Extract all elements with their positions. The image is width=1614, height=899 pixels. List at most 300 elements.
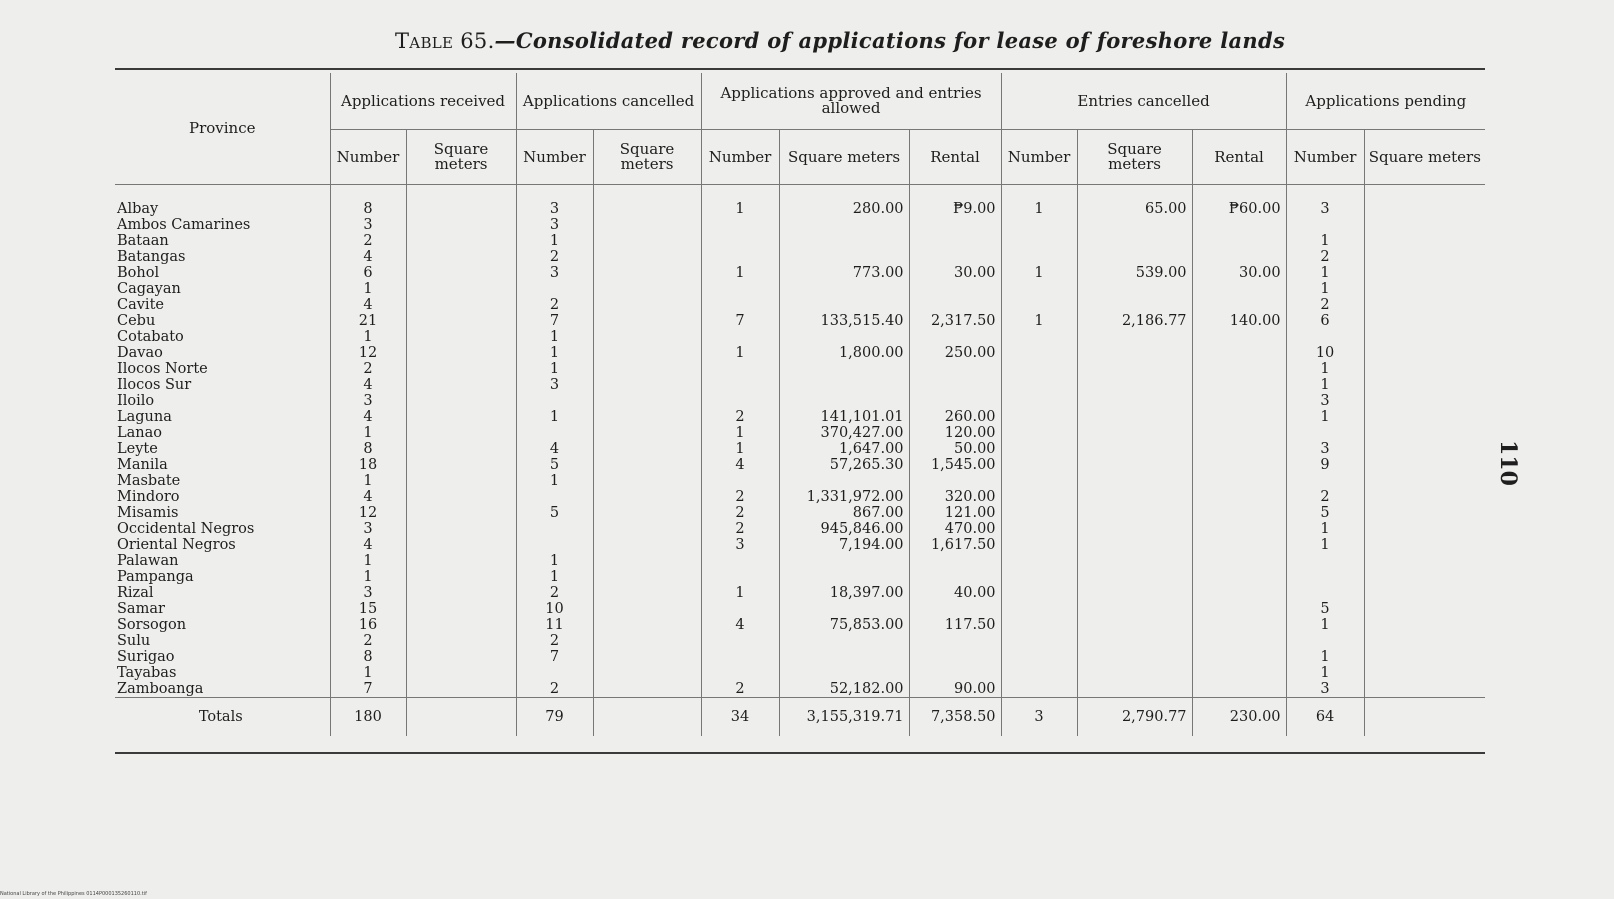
province-name: Misamis <box>117 505 179 521</box>
cell-approved-sqm <box>779 281 909 297</box>
cell-received-sqm <box>406 281 516 297</box>
cell-approved-rental <box>909 361 1001 377</box>
cell-pending-sqm <box>1364 233 1485 249</box>
cell-cancelled-sqm <box>593 297 701 313</box>
cell-approved-number <box>701 633 779 649</box>
cell-entries-cancelled-rental <box>1192 217 1286 233</box>
cell-received-sqm <box>406 361 516 377</box>
cell-approved-sqm: 773.00 <box>779 265 909 281</box>
cell-approved-sqm <box>779 329 909 345</box>
cell-entries-cancelled-rental <box>1192 345 1286 361</box>
cell-received-number: 1 <box>330 665 406 681</box>
cell-cancelled-sqm <box>593 281 701 297</box>
page-number: 110 <box>1495 440 1521 486</box>
cell-received-number: 1 <box>330 281 406 297</box>
cell-received-number: 8 <box>330 185 406 218</box>
cell-cancelled-sqm <box>593 313 701 329</box>
cell-cancelled-sqm <box>593 425 701 441</box>
cell-cancelled-sqm <box>593 553 701 569</box>
cell-approved-number <box>701 569 779 585</box>
cell-received-number: 1 <box>330 569 406 585</box>
cell-entries-cancelled-sqm <box>1077 409 1192 425</box>
cell-entries-cancelled-number <box>1001 601 1077 617</box>
cell-received-number: 2 <box>330 361 406 377</box>
column-header: Number <box>1001 130 1077 185</box>
cell-approved-sqm: 7,194.00 <box>779 537 909 553</box>
province-name: Laguna <box>117 409 172 425</box>
cell-entries-cancelled-sqm <box>1077 537 1192 553</box>
cell-pending-sqm <box>1364 425 1485 441</box>
cell-approved-sqm: 1,800.00 <box>779 345 909 361</box>
province-name: Oriental Negros <box>117 537 236 553</box>
cell-entries-cancelled-sqm <box>1077 553 1192 569</box>
column-header: Square meters <box>1077 130 1192 185</box>
cell-cancelled-number <box>516 425 593 441</box>
table-row <box>115 457 1485 473</box>
province-name: Masbate <box>117 473 181 489</box>
cell-received-number: 12 <box>330 505 406 521</box>
cell-approved-rental <box>909 601 1001 617</box>
cell-entries-cancelled-rental <box>1192 489 1286 505</box>
cell-cancelled-number: 1 <box>516 553 593 569</box>
table-row <box>115 233 1485 249</box>
cell-cancelled-number: 3 <box>516 185 593 218</box>
cell-entries-cancelled-number <box>1001 537 1077 553</box>
cell-cancelled-number: 1 <box>516 409 593 425</box>
cell-approved-number <box>701 377 779 393</box>
cell-approved-sqm <box>779 665 909 681</box>
cell-cancelled-number <box>516 665 593 681</box>
cell-approved-number <box>701 329 779 345</box>
cell-pending-sqm <box>1364 521 1485 537</box>
totals-label: Totals <box>115 698 330 737</box>
cell-approved-number: 1 <box>701 185 779 218</box>
cell-received-sqm <box>406 409 516 425</box>
cell-entries-cancelled-number <box>1001 505 1077 521</box>
cell-cancelled-sqm <box>593 665 701 681</box>
cell-entries-cancelled-rental <box>1192 505 1286 521</box>
province-name: Bataan <box>117 233 169 249</box>
cell-entries-cancelled-number <box>1001 281 1077 297</box>
cell-pending-sqm <box>1364 698 1485 737</box>
cell-approved-number <box>701 665 779 681</box>
cell-approved-rental <box>909 297 1001 313</box>
cell-received-number: 4 <box>330 489 406 505</box>
table-row <box>115 249 1485 265</box>
province-name: Rizal <box>117 585 154 601</box>
cell-received-sqm <box>406 441 516 457</box>
table-row <box>115 585 1485 601</box>
cell-entries-cancelled-rental <box>1192 361 1286 377</box>
cell-entries-cancelled-number: 3 <box>1001 698 1077 737</box>
cell-entries-cancelled-sqm <box>1077 425 1192 441</box>
province-name: Zamboanga <box>117 681 204 697</box>
column-header: Number <box>516 130 593 185</box>
cell-entries-cancelled-rental <box>1192 521 1286 537</box>
cell-entries-cancelled-number <box>1001 665 1077 681</box>
cell-pending-sqm <box>1364 585 1485 601</box>
table-label: Table 65. <box>395 29 495 53</box>
cell-entries-cancelled-rental <box>1192 393 1286 409</box>
cell-received-sqm <box>406 649 516 665</box>
cell-entries-cancelled-rental: ₱60.00 <box>1192 185 1286 218</box>
cell-pending-number: 1 <box>1286 361 1364 377</box>
cell-approved-rental <box>909 233 1001 249</box>
cell-received-number: 3 <box>330 393 406 409</box>
cell-entries-cancelled-rental <box>1192 409 1286 425</box>
cell-approved-sqm: 52,182.00 <box>779 681 909 698</box>
table-row <box>115 569 1485 585</box>
cell-pending-number: 3 <box>1286 185 1364 218</box>
province-header: Province <box>115 73 330 185</box>
cell-cancelled-number: 1 <box>516 233 593 249</box>
cell-pending-sqm <box>1364 569 1485 585</box>
cell-entries-cancelled-sqm <box>1077 393 1192 409</box>
province-name: Davao <box>117 345 163 361</box>
column-header: Number <box>330 130 406 185</box>
province-name: Cotabato <box>117 329 184 345</box>
cell-entries-cancelled-number: 1 <box>1001 265 1077 281</box>
table-row <box>115 313 1485 329</box>
cell-approved-rental: ₱9.00 <box>909 185 1001 218</box>
cell-cancelled-number <box>516 537 593 553</box>
province-name: Sorsogon <box>117 617 187 633</box>
table-row <box>115 409 1485 425</box>
cell-pending-number: 9 <box>1286 457 1364 473</box>
cell-approved-number <box>701 281 779 297</box>
cell-entries-cancelled-rental: 140.00 <box>1192 313 1286 329</box>
cell-pending-number: 3 <box>1286 441 1364 457</box>
province-name: Manila <box>117 457 168 473</box>
cell-cancelled-sqm <box>593 537 701 553</box>
table-row <box>115 361 1485 377</box>
province-name: Palawan <box>117 553 179 569</box>
cell-pending-number: 3 <box>1286 681 1364 698</box>
cell-pending-number: 2 <box>1286 489 1364 505</box>
applications-pending-header: Applications pending <box>1286 73 1485 130</box>
cell-received-sqm <box>406 633 516 649</box>
cell-cancelled-number: 2 <box>516 585 593 601</box>
cell-cancelled-sqm <box>593 681 701 698</box>
cell-pending-number <box>1286 425 1364 441</box>
cell-entries-cancelled-number <box>1001 441 1077 457</box>
cell-approved-number: 7 <box>701 313 779 329</box>
cell-approved-rental <box>909 329 1001 345</box>
cell-received-number: 8 <box>330 441 406 457</box>
cell-cancelled-number: 10 <box>516 601 593 617</box>
cell-entries-cancelled-rental <box>1192 537 1286 553</box>
cell-cancelled-sqm <box>593 457 701 473</box>
cell-approved-rental <box>909 377 1001 393</box>
cell-pending-sqm <box>1364 345 1485 361</box>
cell-entries-cancelled-number <box>1001 489 1077 505</box>
province-name: Iloilo <box>117 393 155 409</box>
province-name: Mindoro <box>117 489 180 505</box>
cell-cancelled-number: 4 <box>516 441 593 457</box>
cell-entries-cancelled-rental: 30.00 <box>1192 265 1286 281</box>
cell-pending-sqm <box>1364 505 1485 521</box>
cell-entries-cancelled-number: 1 <box>1001 185 1077 218</box>
province-name: Albay <box>117 201 159 217</box>
cell-entries-cancelled-sqm <box>1077 233 1192 249</box>
cell-pending-sqm <box>1364 185 1485 218</box>
cell-cancelled-sqm <box>593 409 701 425</box>
cell-entries-cancelled-sqm <box>1077 585 1192 601</box>
cell-approved-sqm <box>779 217 909 233</box>
province-name: Cavite <box>117 297 164 313</box>
cell-received-number: 6 <box>330 265 406 281</box>
cell-cancelled-number: 11 <box>516 617 593 633</box>
table-row <box>115 345 1485 361</box>
table-row <box>115 281 1485 297</box>
cell-approved-sqm: 3,155,319.71 <box>779 698 909 737</box>
cell-cancelled-number: 1 <box>516 473 593 489</box>
cell-pending-sqm <box>1364 377 1485 393</box>
cell-approved-rental: 50.00 <box>909 441 1001 457</box>
cell-approved-rental: 120.00 <box>909 425 1001 441</box>
table-row <box>115 633 1485 649</box>
cell-approved-number <box>701 217 779 233</box>
cell-approved-sqm <box>779 569 909 585</box>
cell-received-sqm <box>406 393 516 409</box>
cell-approved-sqm: 1,331,972.00 <box>779 489 909 505</box>
cell-entries-cancelled-rental <box>1192 617 1286 633</box>
cell-cancelled-sqm <box>593 633 701 649</box>
province-name: Bohol <box>117 265 160 281</box>
cell-approved-number: 2 <box>701 489 779 505</box>
cell-approved-rental: 260.00 <box>909 409 1001 425</box>
province-name: Cebu <box>117 313 156 329</box>
cell-pending-sqm <box>1364 281 1485 297</box>
cell-received-sqm <box>406 473 516 489</box>
cell-cancelled-sqm <box>593 265 701 281</box>
cell-entries-cancelled-sqm: 65.00 <box>1077 185 1192 218</box>
cell-approved-rental: 117.50 <box>909 617 1001 633</box>
cell-received-sqm <box>406 585 516 601</box>
cell-approved-number <box>701 249 779 265</box>
cell-approved-number <box>701 393 779 409</box>
cell-approved-number: 1 <box>701 425 779 441</box>
cell-pending-sqm <box>1364 649 1485 665</box>
table-row <box>115 473 1485 489</box>
cell-cancelled-number: 2 <box>516 249 593 265</box>
cell-cancelled-number: 2 <box>516 297 593 313</box>
cell-received-number: 1 <box>330 473 406 489</box>
cell-approved-sqm <box>779 649 909 665</box>
cell-entries-cancelled-sqm <box>1077 249 1192 265</box>
cell-entries-cancelled-sqm <box>1077 617 1192 633</box>
cell-entries-cancelled-number <box>1001 233 1077 249</box>
cell-pending-number <box>1286 473 1364 489</box>
cell-cancelled-number: 1 <box>516 345 593 361</box>
cell-pending-number: 5 <box>1286 505 1364 521</box>
cell-received-sqm <box>406 217 516 233</box>
cell-cancelled-sqm <box>593 617 701 633</box>
cell-received-sqm <box>406 457 516 473</box>
top-rule <box>115 68 1485 70</box>
cell-received-sqm <box>406 329 516 345</box>
cell-cancelled-sqm <box>593 185 701 218</box>
cell-approved-number: 34 <box>701 698 779 737</box>
cell-pending-number: 1 <box>1286 265 1364 281</box>
cell-cancelled-number: 7 <box>516 313 593 329</box>
cell-pending-sqm <box>1364 553 1485 569</box>
cell-approved-number <box>701 553 779 569</box>
cell-entries-cancelled-rental <box>1192 441 1286 457</box>
cell-pending-sqm <box>1364 537 1485 553</box>
cell-approved-rental: 90.00 <box>909 681 1001 698</box>
cell-received-sqm <box>406 505 516 521</box>
applications-cancelled-header: Applications cancelled <box>516 73 701 130</box>
cell-entries-cancelled-rental <box>1192 249 1286 265</box>
table-row <box>115 681 1485 698</box>
cell-entries-cancelled-sqm <box>1077 601 1192 617</box>
cell-pending-sqm <box>1364 457 1485 473</box>
cell-cancelled-number: 2 <box>516 681 593 698</box>
cell-pending-sqm <box>1364 265 1485 281</box>
cell-approved-sqm: 18,397.00 <box>779 585 909 601</box>
cell-entries-cancelled-number <box>1001 217 1077 233</box>
cell-received-number: 4 <box>330 537 406 553</box>
cell-pending-number: 1 <box>1286 233 1364 249</box>
cell-cancelled-number: 1 <box>516 569 593 585</box>
cell-received-number: 4 <box>330 409 406 425</box>
cell-entries-cancelled-sqm <box>1077 489 1192 505</box>
column-header: Number <box>1286 130 1364 185</box>
cell-cancelled-sqm <box>593 473 701 489</box>
cell-approved-sqm: 867.00 <box>779 505 909 521</box>
table-row <box>115 441 1485 457</box>
cell-pending-sqm <box>1364 409 1485 425</box>
cell-cancelled-sqm <box>593 649 701 665</box>
province-name: Surigao <box>117 649 175 665</box>
province-name: Samar <box>117 601 165 617</box>
cell-cancelled-number: 5 <box>516 505 593 521</box>
cell-entries-cancelled-rental <box>1192 585 1286 601</box>
cell-received-sqm <box>406 313 516 329</box>
cell-entries-cancelled-rental <box>1192 569 1286 585</box>
cell-received-number: 15 <box>330 601 406 617</box>
cell-approved-number: 4 <box>701 617 779 633</box>
cell-pending-sqm <box>1364 393 1485 409</box>
cell-entries-cancelled-sqm: 2,186.77 <box>1077 313 1192 329</box>
cell-approved-sqm <box>779 377 909 393</box>
table-row <box>115 265 1485 281</box>
cell-pending-sqm <box>1364 297 1485 313</box>
bottom-rule <box>115 752 1485 754</box>
cell-pending-number: 10 <box>1286 345 1364 361</box>
table-row <box>115 393 1485 409</box>
cell-received-number: 16 <box>330 617 406 633</box>
cell-pending-number: 1 <box>1286 617 1364 633</box>
cell-entries-cancelled-sqm <box>1077 473 1192 489</box>
cell-received-number: 3 <box>330 585 406 601</box>
cell-pending-number: 1 <box>1286 649 1364 665</box>
cell-entries-cancelled-rental <box>1192 377 1286 393</box>
cell-pending-sqm <box>1364 217 1485 233</box>
page-title <box>395 28 1285 53</box>
cell-approved-sqm: 945,846.00 <box>779 521 909 537</box>
cell-approved-rental: 1,545.00 <box>909 457 1001 473</box>
table-row <box>115 297 1485 313</box>
province-name: Sulu <box>117 633 151 649</box>
cell-pending-number: 1 <box>1286 521 1364 537</box>
cell-approved-number: 2 <box>701 409 779 425</box>
cell-entries-cancelled-rental <box>1192 553 1286 569</box>
column-header: Square meters <box>779 130 909 185</box>
cell-entries-cancelled-sqm <box>1077 569 1192 585</box>
cell-entries-cancelled-number <box>1001 681 1077 698</box>
cell-cancelled-sqm <box>593 217 701 233</box>
cell-approved-number: 2 <box>701 681 779 698</box>
cell-pending-number: 2 <box>1286 249 1364 265</box>
cell-pending-sqm <box>1364 601 1485 617</box>
cell-received-sqm <box>406 569 516 585</box>
cell-entries-cancelled-number <box>1001 569 1077 585</box>
cell-received-sqm <box>406 553 516 569</box>
cell-entries-cancelled-rental <box>1192 473 1286 489</box>
table-caption: —Consolidated record of applications for lease of foreshore lands <box>494 28 1286 53</box>
cell-approved-number <box>701 297 779 313</box>
cell-entries-cancelled-sqm: 2,790.77 <box>1077 698 1192 737</box>
cell-entries-cancelled-number <box>1001 297 1077 313</box>
cell-pending-sqm <box>1364 489 1485 505</box>
cell-received-number: 3 <box>330 217 406 233</box>
cell-approved-sqm: 141,101.01 <box>779 409 909 425</box>
cell-cancelled-number: 1 <box>516 361 593 377</box>
cell-entries-cancelled-rental <box>1192 681 1286 698</box>
province-name: Tayabas <box>117 665 177 681</box>
cell-cancelled-sqm <box>593 329 701 345</box>
cell-entries-cancelled-number <box>1001 473 1077 489</box>
cell-received-sqm <box>406 681 516 698</box>
cell-cancelled-sqm <box>593 698 701 737</box>
cell-pending-sqm <box>1364 249 1485 265</box>
cell-pending-number <box>1286 585 1364 601</box>
cell-approved-rental: 7,358.50 <box>909 698 1001 737</box>
cell-pending-number: 1 <box>1286 665 1364 681</box>
cell-approved-sqm <box>779 553 909 569</box>
cell-approved-rental: 320.00 <box>909 489 1001 505</box>
cell-cancelled-sqm <box>593 585 701 601</box>
cell-approved-sqm: 57,265.30 <box>779 457 909 473</box>
cell-approved-number <box>701 361 779 377</box>
cell-entries-cancelled-rental <box>1192 233 1286 249</box>
cell-approved-rental: 1,617.50 <box>909 537 1001 553</box>
cell-approved-number: 3 <box>701 537 779 553</box>
cell-approved-rental: 470.00 <box>909 521 1001 537</box>
cell-pending-number: 2 <box>1286 297 1364 313</box>
cell-entries-cancelled-sqm <box>1077 441 1192 457</box>
cell-received-sqm <box>406 521 516 537</box>
table-row <box>115 377 1485 393</box>
cell-received-number: 4 <box>330 249 406 265</box>
cell-pending-number <box>1286 553 1364 569</box>
province-name: Lanao <box>117 425 162 441</box>
cell-entries-cancelled-sqm <box>1077 217 1192 233</box>
foreshore-lease-table <box>115 73 1485 736</box>
cell-received-sqm <box>406 425 516 441</box>
cell-approved-rental <box>909 249 1001 265</box>
cell-entries-cancelled-sqm <box>1077 345 1192 361</box>
cell-received-number: 4 <box>330 297 406 313</box>
cell-received-sqm <box>406 601 516 617</box>
cell-received-sqm <box>406 537 516 553</box>
cell-entries-cancelled-sqm <box>1077 665 1192 681</box>
cell-pending-number: 3 <box>1286 393 1364 409</box>
cell-approved-number: 1 <box>701 441 779 457</box>
cell-cancelled-sqm <box>593 489 701 505</box>
